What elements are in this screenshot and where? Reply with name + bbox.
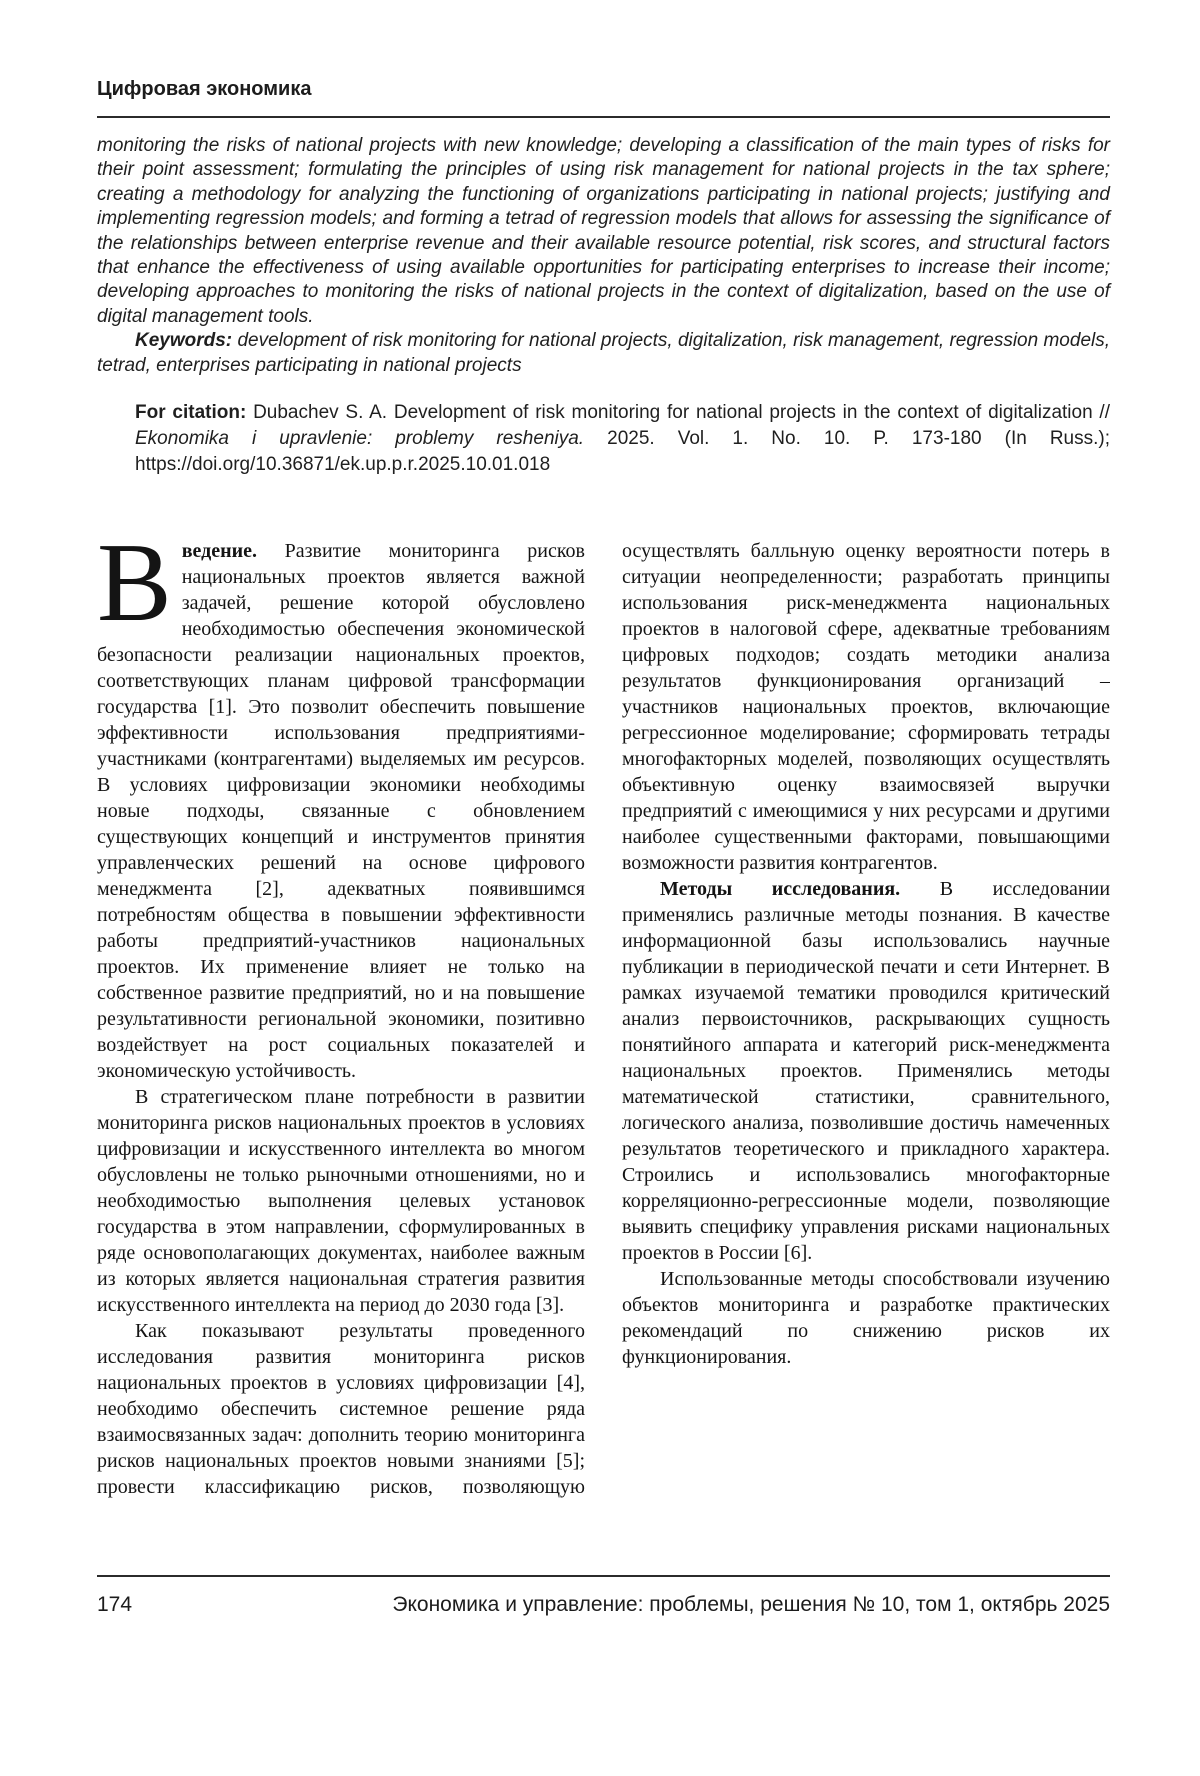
citation-paragraph bbox=[135, 400, 1110, 478]
methods-text: В исследовании применялись различные методы познания. В качестве информационной базы использовались научные публикации в периодической печати и сети Интернет. В рамках изучаемой тематики проводился критический анализ первоисточников, раскрывающих сущность понятийного аппарата и категорий риск-менеджмента национальных проектов. Применялись методы математической статистики, сравнительного, логического анализа, позволившие достичь намеченных результатов теоретического и прикладного характера. Строились и использовались многофакторные корреляционно-регрессионные модели, позволяющие выявить специфику управления рисками национальных проектов в России [6]. bbox=[622, 878, 1110, 1265]
citation-label: For citation: bbox=[135, 402, 247, 424]
page-number: 174 bbox=[97, 1593, 133, 1617]
keywords-text: development of risk monitoring for national projects, digitalization, risk management, regression models, tetrad, enterprises participating in national projects bbox=[97, 330, 1111, 376]
abstract-text: monitoring the risks of national projects with new knowledge; developing a classification of the main types of risks for their point assessment; formulating the principles of using risk management for national projects in the tax sphere; creating a methodology for analyzing the functioning of organizations participating in national projects; justifying and implementing regression models; and forming a tetrad of regression models that allows for assessing the significance of the relationships between enterprise revenue and their available resource potential, risk scores, and structural factors that enhance the effectiveness of using available opportunities for participating enterprises to increase their income; developing approaches to monitoring the risks of national projects in the context of digitalization, based on the use of digital management tools. bbox=[97, 135, 1110, 327]
article-body-two-columns bbox=[97, 538, 1110, 1523]
citation-text-post: 2025. Vol. 1. No. 10. P. 173-180 (In Russ.); https://doi.org/10.36871/ek.up.p.r.2025.10.01.018 bbox=[135, 428, 1110, 476]
dropcap-letter: В bbox=[97, 538, 172, 646]
paragraph-text: Использованные методы способствовали изучению объектов мониторинга и разработке практических рекомендаций по снижению рисков их функционирования. bbox=[622, 1268, 1110, 1369]
keywords-paragraph bbox=[97, 329, 1110, 378]
for-citation-block bbox=[135, 400, 1110, 478]
article-page bbox=[0, 78, 1200, 1617]
body-paragraph bbox=[622, 1266, 1110, 1370]
section-title: Цифровая экономика bbox=[97, 78, 312, 100]
paragraph-text: В стратегическом плане потребности в развитии мониторинга рисков национальных проектов в условиях цифровизации и искусственного интеллекта во многом обусловлены не только рыночными отношениями, но и необходимостью выполнения целевых установок государства в этом направлении, сформулированных в ряде основополагающих документах, наиболее важным из которых является национальная стратегия развития искусственного интеллекта на период до 2030 года [3]. bbox=[97, 1086, 585, 1317]
keywords-label: Keywords: bbox=[135, 330, 233, 352]
intro-paragraph bbox=[97, 538, 585, 1084]
citation-journal-name: Ekonomika i upravlenie: problemy resheniya. bbox=[135, 428, 585, 450]
header-rule bbox=[97, 116, 1110, 118]
abstract-paragraph bbox=[97, 134, 1110, 329]
intro-lead: ведение. bbox=[181, 540, 258, 563]
footer-rule bbox=[97, 1575, 1110, 1577]
methods-lead: Методы исследования. bbox=[660, 878, 901, 901]
english-abstract bbox=[97, 134, 1110, 378]
body-paragraph bbox=[97, 1084, 585, 1318]
page-footer bbox=[97, 1593, 1110, 1617]
paragraph-text: Как показывают результаты проведенного исследования развития мониторинга рисков национальных проектов в условиях цифровизации [4], необходимо обеспечить системное решение ряда взаимосвязанных задач: дополнить теорию мониторинга рисков национальных проектов новыми знаниями [5]; провести классификацию рисков, позволяющую осуществлять балльную оценку вероятности потерь в ситуации неопределенности; разработать принципы использования риск-менеджмента национальных проектов в налоговой сфере, адекватные требованиям цифровых подходов; создать методики анализа результатов функционирования организаций – участников национальных проектов, включающие регрессионное моделирование; сформировать тетрады многофакторных моделей, позволяющих осуществлять объективную оценку взаимосвязей выручки предприятий с имеющимися у них ресурсами и другими наиболее существенными факторами, повышающими возможности развития контрагентов. bbox=[97, 540, 1110, 1499]
intro-text: Развитие мониторинга рисков национальных проектов является важной задачей, решение которой обусловлено необходимостью обеспечения экономической безопасности реализации национальных проектов, соответствующих планам цифровой трансформации государства [1]. Это позволит обеспечить повышение эффективности использования предприятиями-участниками (контрагентами) выделяемых им ресурсов. В условиях цифровизации экономики необходимы новые подходы, связанные с обновлением существующих концепций и инструментов принятия управленческих решений на основе цифрового менеджмента [2], адекватных появившимся потребностям общества в повышении эффективности работы предприятий-участников национальных проектов. Их применение влияет не только на собственное развитие предприятий, но и на повышение результативности региональной экономики, позитивно воздействует на рост социальных показателей и экономическую устойчивость. bbox=[97, 540, 585, 1083]
citation-text-pre: Dubachev S. A. Development of risk monitoring for national projects in the context of digitalization // bbox=[253, 402, 1110, 424]
journal-footer-line: Экономика и управление: проблемы, решения № 10, том 1, октябрь 2025 bbox=[392, 1593, 1110, 1617]
methods-paragraph bbox=[622, 876, 1110, 1266]
